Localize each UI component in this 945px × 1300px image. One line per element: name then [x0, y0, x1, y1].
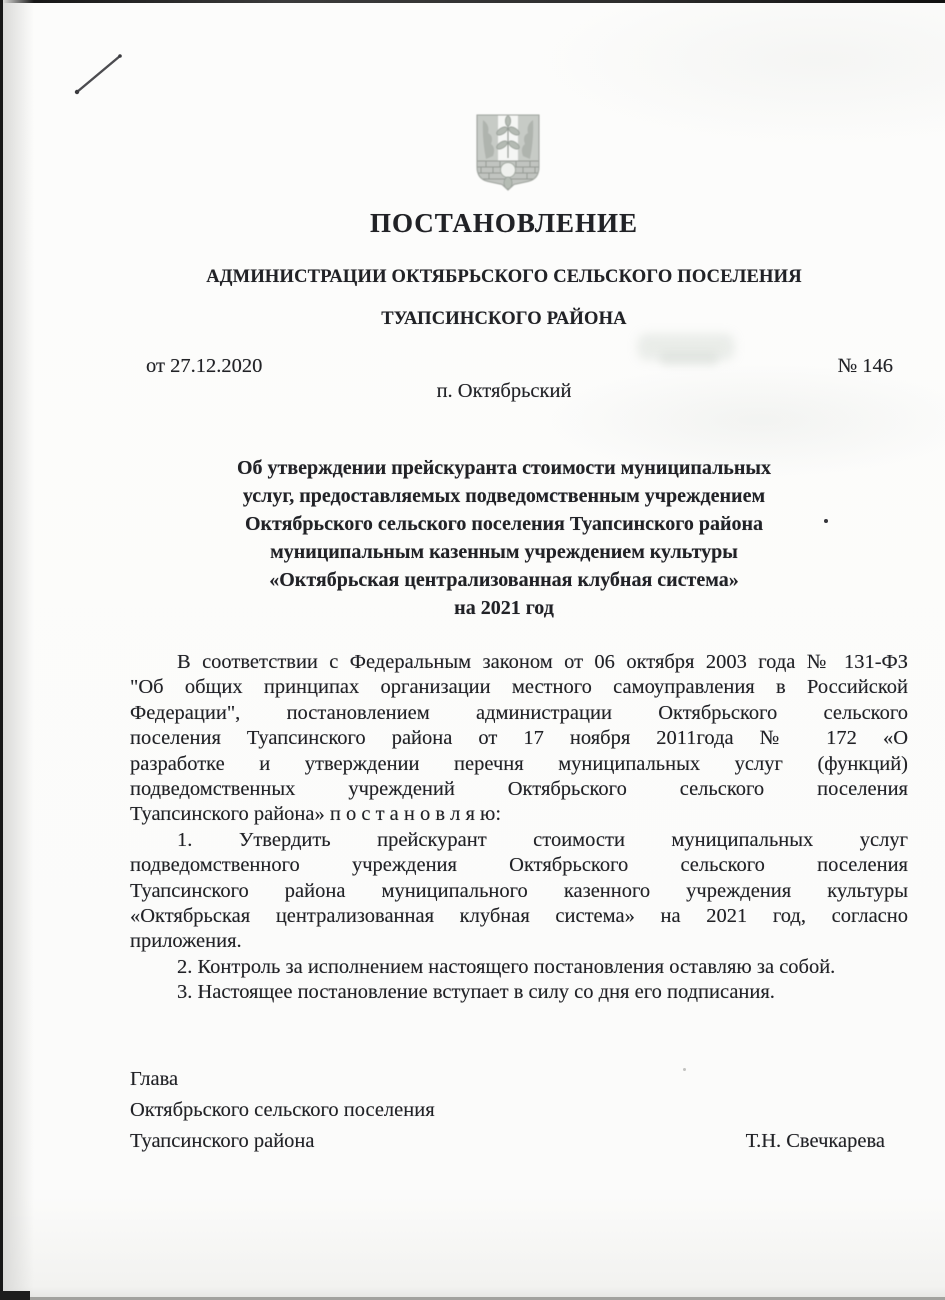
body-line: подведомственного учреждения Октябрьского сельского поселения [130, 854, 908, 877]
scan-corner-bottom-left [0, 1291, 30, 1300]
body-line: 1. Утвердить прейскурант стоимости муниципальных услуг [177, 828, 908, 851]
pen-stroke-mark [70, 50, 128, 98]
subject-line: Об утверждении прейскуранта стоимости муниципальных [236, 457, 772, 479]
org-name-line2: ТУАПСИНСКОГО РАЙОНА [381, 309, 627, 329]
subject-line: на 2021 год [454, 597, 554, 619]
subject-line: муниципальным казенным учреждением культуры [270, 541, 738, 563]
body-line: 2. Контроль за исполнением настоящего постановления оставляю за собой. [177, 955, 836, 978]
body-line: «Октябрьская централизованная клубная система» на 2021 год, согласно [130, 905, 908, 928]
subject-line: услуг, предоставляемых подведомственным учреждением [242, 485, 766, 507]
body-line: подведомственных учреждений Октябрьского сельского поселения [130, 778, 908, 801]
doc-subject [130, 454, 878, 622]
body-line: "Об общих принципах организации местного самоуправления в Российской [130, 676, 908, 699]
body-line: приложения. [130, 930, 242, 953]
subject-line: Октябрьского сельского поселения Туапсинского района [244, 513, 764, 535]
subject-line: «Октябрьская централизованная клубная система» [269, 569, 739, 591]
body-line: Туапсинского района муниципального казенного учреждения культуры [130, 879, 908, 902]
body-line: В соответствии с Федеральным законом от 06 октября 2003 года № 131-ФЗ [177, 651, 908, 673]
signer-title-line: Туапсинского района [130, 1129, 315, 1152]
scan-edge-left [0, 0, 34, 1300]
signer-name: Т.Н. Свечкарева [745, 1129, 885, 1152]
signer-title-line: Октябрьского сельского поселения [130, 1098, 435, 1121]
body-line: разработке и утверждении перечня муниципальных услуг (функций) [130, 752, 908, 775]
body-line: 3. Настоящее постановление вступает в силу со дня его подписания. [177, 981, 775, 1004]
document-type-title: ПОСТАНОВЛЕНИЕ [369, 208, 639, 238]
body-line: поселения Туапсинского района от 17 ноября 2011года № 172 «О [130, 727, 908, 750]
org-name-line1: АДМИНИСТРАЦИИ ОКТЯБРЬСКОГО СЕЛЬСКОГО ПОСЕЛЕНИЯ [206, 267, 802, 287]
doc-date: от 27.12.2020 [146, 355, 263, 377]
coat-of-arms-icon [473, 112, 543, 192]
doc-body [130, 650, 908, 1006]
body-line: Федерации", постановлением администрации Октябрьского сельского [130, 701, 908, 724]
signature-block [130, 1064, 908, 1157]
doc-number: № 146 [837, 355, 893, 377]
signer-title-line: Глава [130, 1067, 179, 1090]
document-content [130, 0, 908, 1157]
doc-place: п. Октябрьский [436, 380, 572, 402]
body-line: Туапсинского района» п о с т а н о в л я ю: [130, 803, 502, 826]
doc-meta-row [130, 354, 908, 379]
